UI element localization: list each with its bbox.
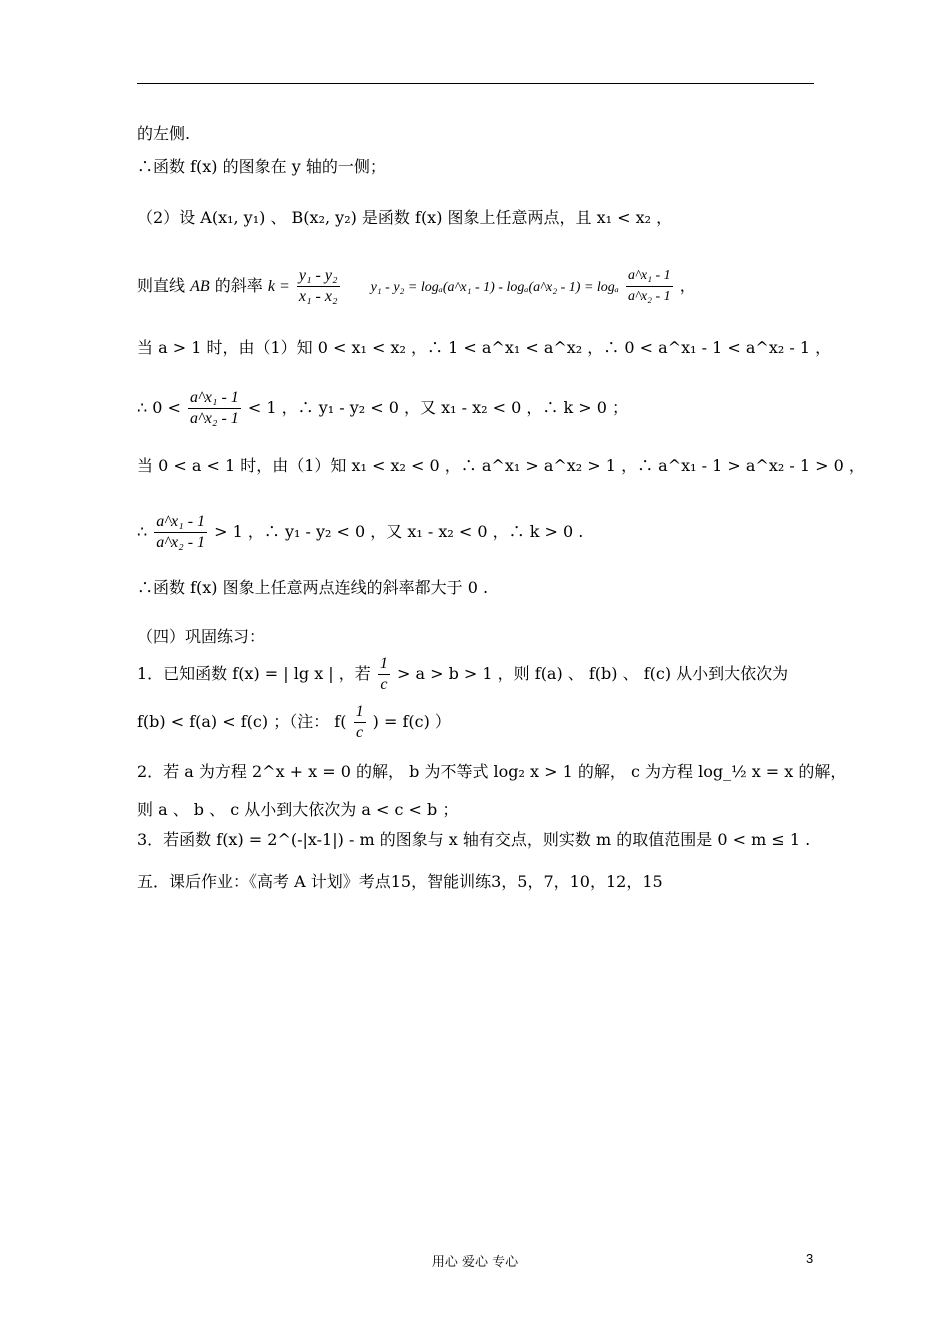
section-heading-practice: （四）巩固练习：: [137, 627, 266, 646]
line-6: [137, 388, 628, 429]
log-fraction: [626, 266, 673, 307]
exercise-1-suffix: > a > b > 1 ，则 f(a) 、 f(b) 、 f(c) 从小到大依次为: [396, 664, 789, 683]
line-4: 则直线 AB 的斜率 k = $\frac{\text{y₁ - y₂}}{\text{x₁ - x₂}}$ y₁ - y₂ = logₐ(a^x₁ - 1) - logₐ(a^x₂ - 1) = logₐ $\frac{\text{a\textasciicircum{}x₁ - 1}}{\text{a\textasciicircum{}x₂ - 1}}$ ，: [137, 267, 696, 305]
line-4-ab: AB: [190, 278, 210, 295]
exercise-1: [137, 654, 788, 695]
homework: 五．课后作业：《高考 A 计划》考点15，智能训练3，5，7，10，12，15: [137, 872, 663, 891]
exercise-1-denominator: c: [380, 676, 388, 693]
exercise-1-answer-numerator: 1: [354, 702, 366, 723]
line-8-numerator: a^x₁ - 1: [154, 512, 207, 533]
log-fraction-numerator: a^x₁ - 1: [626, 266, 673, 287]
exercise-1-prefix: 1．已知函数 f(x) = | lg x | ，若: [137, 664, 371, 683]
line-6-numerator: a^x₁ - 1: [188, 388, 241, 409]
slope-k: k =: [267, 278, 290, 295]
line-2: ∴函数 f(x) 的图象在 y 轴的一侧；: [137, 157, 386, 176]
slope-fraction: [297, 266, 340, 307]
footer-motto: 用心 爱心 专心: [431, 1255, 519, 1270]
line-5: 当 a > 1 时，由（1）知 0 < x₁ < x₂ ，∴ 1 < a^x₁ < a^x₂ ，∴ 0 < a^x₁ - 1 < a^x₂ - 1 ，: [137, 338, 832, 357]
line-8: [137, 512, 583, 553]
line-6-prefix: ∴ 0 <: [137, 398, 181, 417]
exercise-1-fraction: [378, 654, 390, 695]
exercise-1-answer-denominator: c: [356, 724, 364, 741]
line-4-prefix: 则直线: [137, 276, 186, 295]
line-4-mid: 的斜率: [214, 276, 268, 295]
log-fraction-denominator: a^x₂ - 1: [627, 289, 671, 304]
exercise-2-answer: 则 a 、 b 、 c 从小到大依次为 a < c < b ；: [137, 800, 459, 819]
page-number: 3: [806, 1251, 814, 1266]
line-8-denominator: a^x₂ - 1: [156, 534, 206, 551]
line-3: （2）设 A(x₁, y₁) 、 B(x₂, y₂) 是函数 f(x) 图象上任意两点，且 x₁ < x₂ ，: [137, 208, 673, 227]
line-9: ∴函数 f(x) 图象上任意两点连线的斜率都大于 0 .: [137, 578, 489, 597]
exercise-3: 3．若函数 f(x) = 2^(-|x-1|) - m 的图象与 x 轴有交点，则实数 m 的取值范围是 0 < m ≤ 1 .: [137, 830, 811, 849]
exercise-1-answer: [137, 702, 451, 743]
slope-denominator: x₁ - x₂: [298, 288, 338, 305]
slope-numerator: y₁ - y₂: [297, 266, 340, 287]
exercise-1-answer-prefix: f(b) < f(a) < f(c) ；（注： f(: [137, 712, 347, 731]
line-1: 的左侧.: [137, 124, 191, 143]
header-rule: [137, 83, 814, 84]
line-8-prefix: ∴: [137, 522, 148, 541]
line-8-fraction: [154, 512, 207, 553]
line-8-suffix: > 1 ，∴ y₁ - y₂ < 0 ，又 x₁ - x₂ < 0 ，∴ k > 0 .: [214, 522, 584, 541]
line-6-suffix: < 1 ，∴ y₁ - y₂ < 0 ，又 x₁ - x₂ < 0 ，∴ k > 0 ；: [247, 398, 629, 417]
exercise-1-answer-suffix: ) = f(c) ）: [372, 712, 451, 731]
exercise-1-numerator: 1: [378, 654, 390, 675]
line-6-fraction: [188, 388, 241, 429]
exercise-1-answer-fraction: [354, 702, 366, 743]
exercise-2: 2．若 a 为方程 2^x + x = 0 的解， b 为不等式 log₂ x > 1 的解， c 为方程 log_½ x = x 的解，: [137, 762, 847, 781]
log-equation: y₁ - y₂ = logₐ(a^x₁ - 1) - logₐ(a^x₂ - 1) = logₐ: [370, 280, 619, 295]
line-7: 当 0 < a < 1 时，由（1）知 x₁ < x₂ < 0 ，∴ a^x₁ > a^x₂ > 1 ，∴ a^x₁ - 1 > a^x₂ - 1 > 0 ，: [137, 456, 865, 475]
line-6-denominator: a^x₂ - 1: [190, 410, 239, 427]
